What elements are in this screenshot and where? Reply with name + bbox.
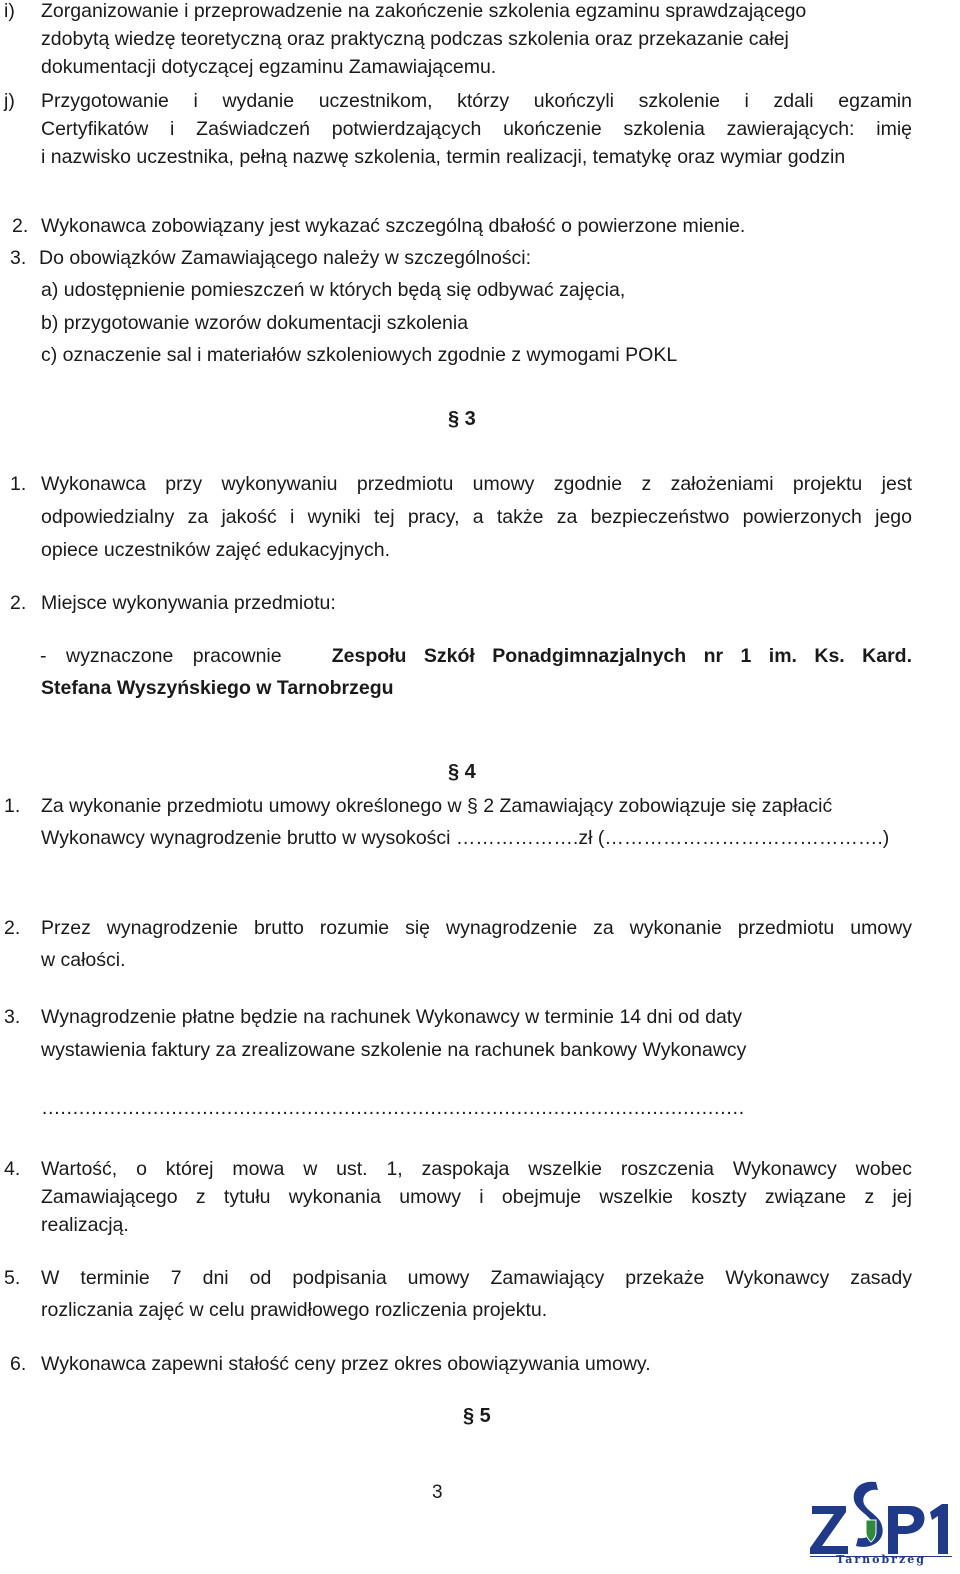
s4-p5-line-1: W terminie 7 dni od podpisania umowy Zamawiający przekaże Wykonawcy zasady: [41, 1267, 912, 1289]
list-marker-i: i): [4, 0, 15, 22]
s4-p6-text: Wykonawca zapewni stałość ceny przez okres obowiązywania umowy.: [41, 1353, 651, 1375]
s4-p4-line-1: Wartość, o której mowa w ust. 1, zaspokaja wszelkie roszczenia Wykonawcy wobec: [41, 1158, 912, 1180]
s3-place-school-name: Zespołu Szkół Ponadgimnazjalnych nr 1 im. Ks. Kard.: [331, 645, 912, 667]
s4-p1-line-1: Za wykonanie przedmiotu umowy określonego w § 2 Zamawiający zobowiązuje się zapłacić: [41, 795, 833, 817]
s3-p1-line-1: Wykonawca przy wykonywaniu przedmiotu umowy zgodnie z założeniami projektu jest: [41, 473, 912, 495]
s3-p1-marker: 1.: [10, 473, 27, 495]
logo-letter-z: [810, 1506, 848, 1554]
item-j-line-3: i nazwisko uczestnika, pełną nazwę szkolenia, termin realizacji, tematykę oraz wymiar godzin: [41, 146, 846, 168]
s4-p5-line-2: rozliczania zajęć w celu prawidłowego rozliczenia projektu.: [41, 1299, 548, 1321]
section-4-heading: § 4: [448, 761, 476, 783]
s4-p4-line-2: Zamawiającego z tytułu wykonania umowy i obejmuje wszelkie koszty związane z jej: [41, 1186, 912, 1208]
s4-p3-marker: 3.: [4, 1006, 21, 1028]
item-i-line-1: Zorganizowanie i przeprowadzenie na zakończenie szkolenia egzaminu sprawdzającego: [41, 0, 807, 22]
logo-letter-p: [888, 1506, 924, 1554]
s4-p1-marker: 1.: [4, 795, 21, 817]
page-number: 3: [432, 1482, 443, 1503]
item-j-line-1: Przygotowanie i wydanie uczestnikom, którzy ukończyli szkolenie i zdali egzamin: [41, 90, 912, 112]
s4-p5-marker: 5.: [4, 1267, 21, 1289]
s4-p4-line-3: realizacją.: [41, 1214, 129, 1236]
s4-p2-marker: 2.: [4, 917, 21, 939]
s4-p3-line-1: Wynagrodzenie płatne będzie na rachunek Wykonawcy w terminie 14 dni od daty: [41, 1006, 742, 1028]
point-3-item-b: b) przygotowanie wzorów dokumentacji szkolenia: [41, 312, 469, 334]
s3-p2-marker: 2.: [10, 592, 27, 614]
s4-p6-marker: 6.: [10, 1353, 27, 1375]
s4-p3-dots: ……………………………………………………………………………………………………: [41, 1097, 744, 1119]
item-j-line-2: Certyfikatów i Zaświadczeń potwierdzających ukończenie szkolenia zawierających: imię: [41, 118, 912, 140]
s3-place-line-2: Stefana Wyszyńskiego w Tarnobrzegu: [41, 677, 394, 699]
logo-caption: Tarnobrzeg: [836, 1553, 926, 1566]
point-3-marker: 3.: [10, 247, 27, 269]
item-i-line-2: zdobytą wiedzę teoretyczną oraz praktyczną podczas szkolenia oraz przekazanie całej: [41, 28, 789, 50]
s4-p3-line-2: wystawienia faktury za zrealizowane szkolenie na rachunek bankowy Wykonawcy: [41, 1039, 747, 1061]
s3-place-prefix: wyznaczone pracownie: [66, 645, 282, 667]
s4-p4-marker: 4.: [4, 1158, 21, 1180]
s3-place-line-1: [66, 642, 912, 670]
point-3-item-c: c) oznaczenie sal i materiałów szkoleniowych zgodnie z wymogami POKL: [41, 344, 678, 366]
s3-p1-line-2: odpowiedzialny za jakość i wyniki tej pracy, a także za bezpieczeństwo powierzonych jego: [41, 506, 912, 528]
s4-p2-line-1: Przez wynagrodzenie brutto rozumie się wynagrodzenie za wykonanie przedmiotu umowy: [41, 917, 912, 939]
school-logo: [806, 1476, 956, 1568]
logo-crest: [866, 1520, 876, 1542]
list-marker-j: j): [4, 90, 15, 112]
point-3-item-a: a) udostępnienie pomieszczeń w których będą się odbywać zajęcia,: [41, 279, 626, 301]
logo-digit-1: [930, 1504, 948, 1554]
s3-p2-text: Miejsce wykonywania przedmiotu:: [41, 592, 336, 614]
s3-place-dash: -: [40, 645, 47, 667]
point-2-marker: 2.: [12, 215, 29, 237]
section-5-heading: § 5: [463, 1405, 491, 1427]
section-3-heading: § 3: [448, 408, 476, 430]
s3-p1-line-3: opiece uczestników zajęć edukacyjnych.: [41, 539, 391, 561]
point-3-text: Do obowiązków Zamawiającego należy w szczególności:: [39, 247, 532, 269]
item-i-line-3: dokumentacji dotyczącej egzaminu Zamawiającemu.: [41, 56, 497, 78]
point-2-text: Wykonawca zobowiązany jest wykazać szczególną dbałość o powierzone mienie.: [41, 215, 746, 237]
s4-p1-line-2: Wykonawcy wynagrodzenie brutto w wysokości ……………….zł (…………………………………….): [41, 827, 890, 849]
s4-p2-line-2: w całości.: [41, 949, 126, 971]
